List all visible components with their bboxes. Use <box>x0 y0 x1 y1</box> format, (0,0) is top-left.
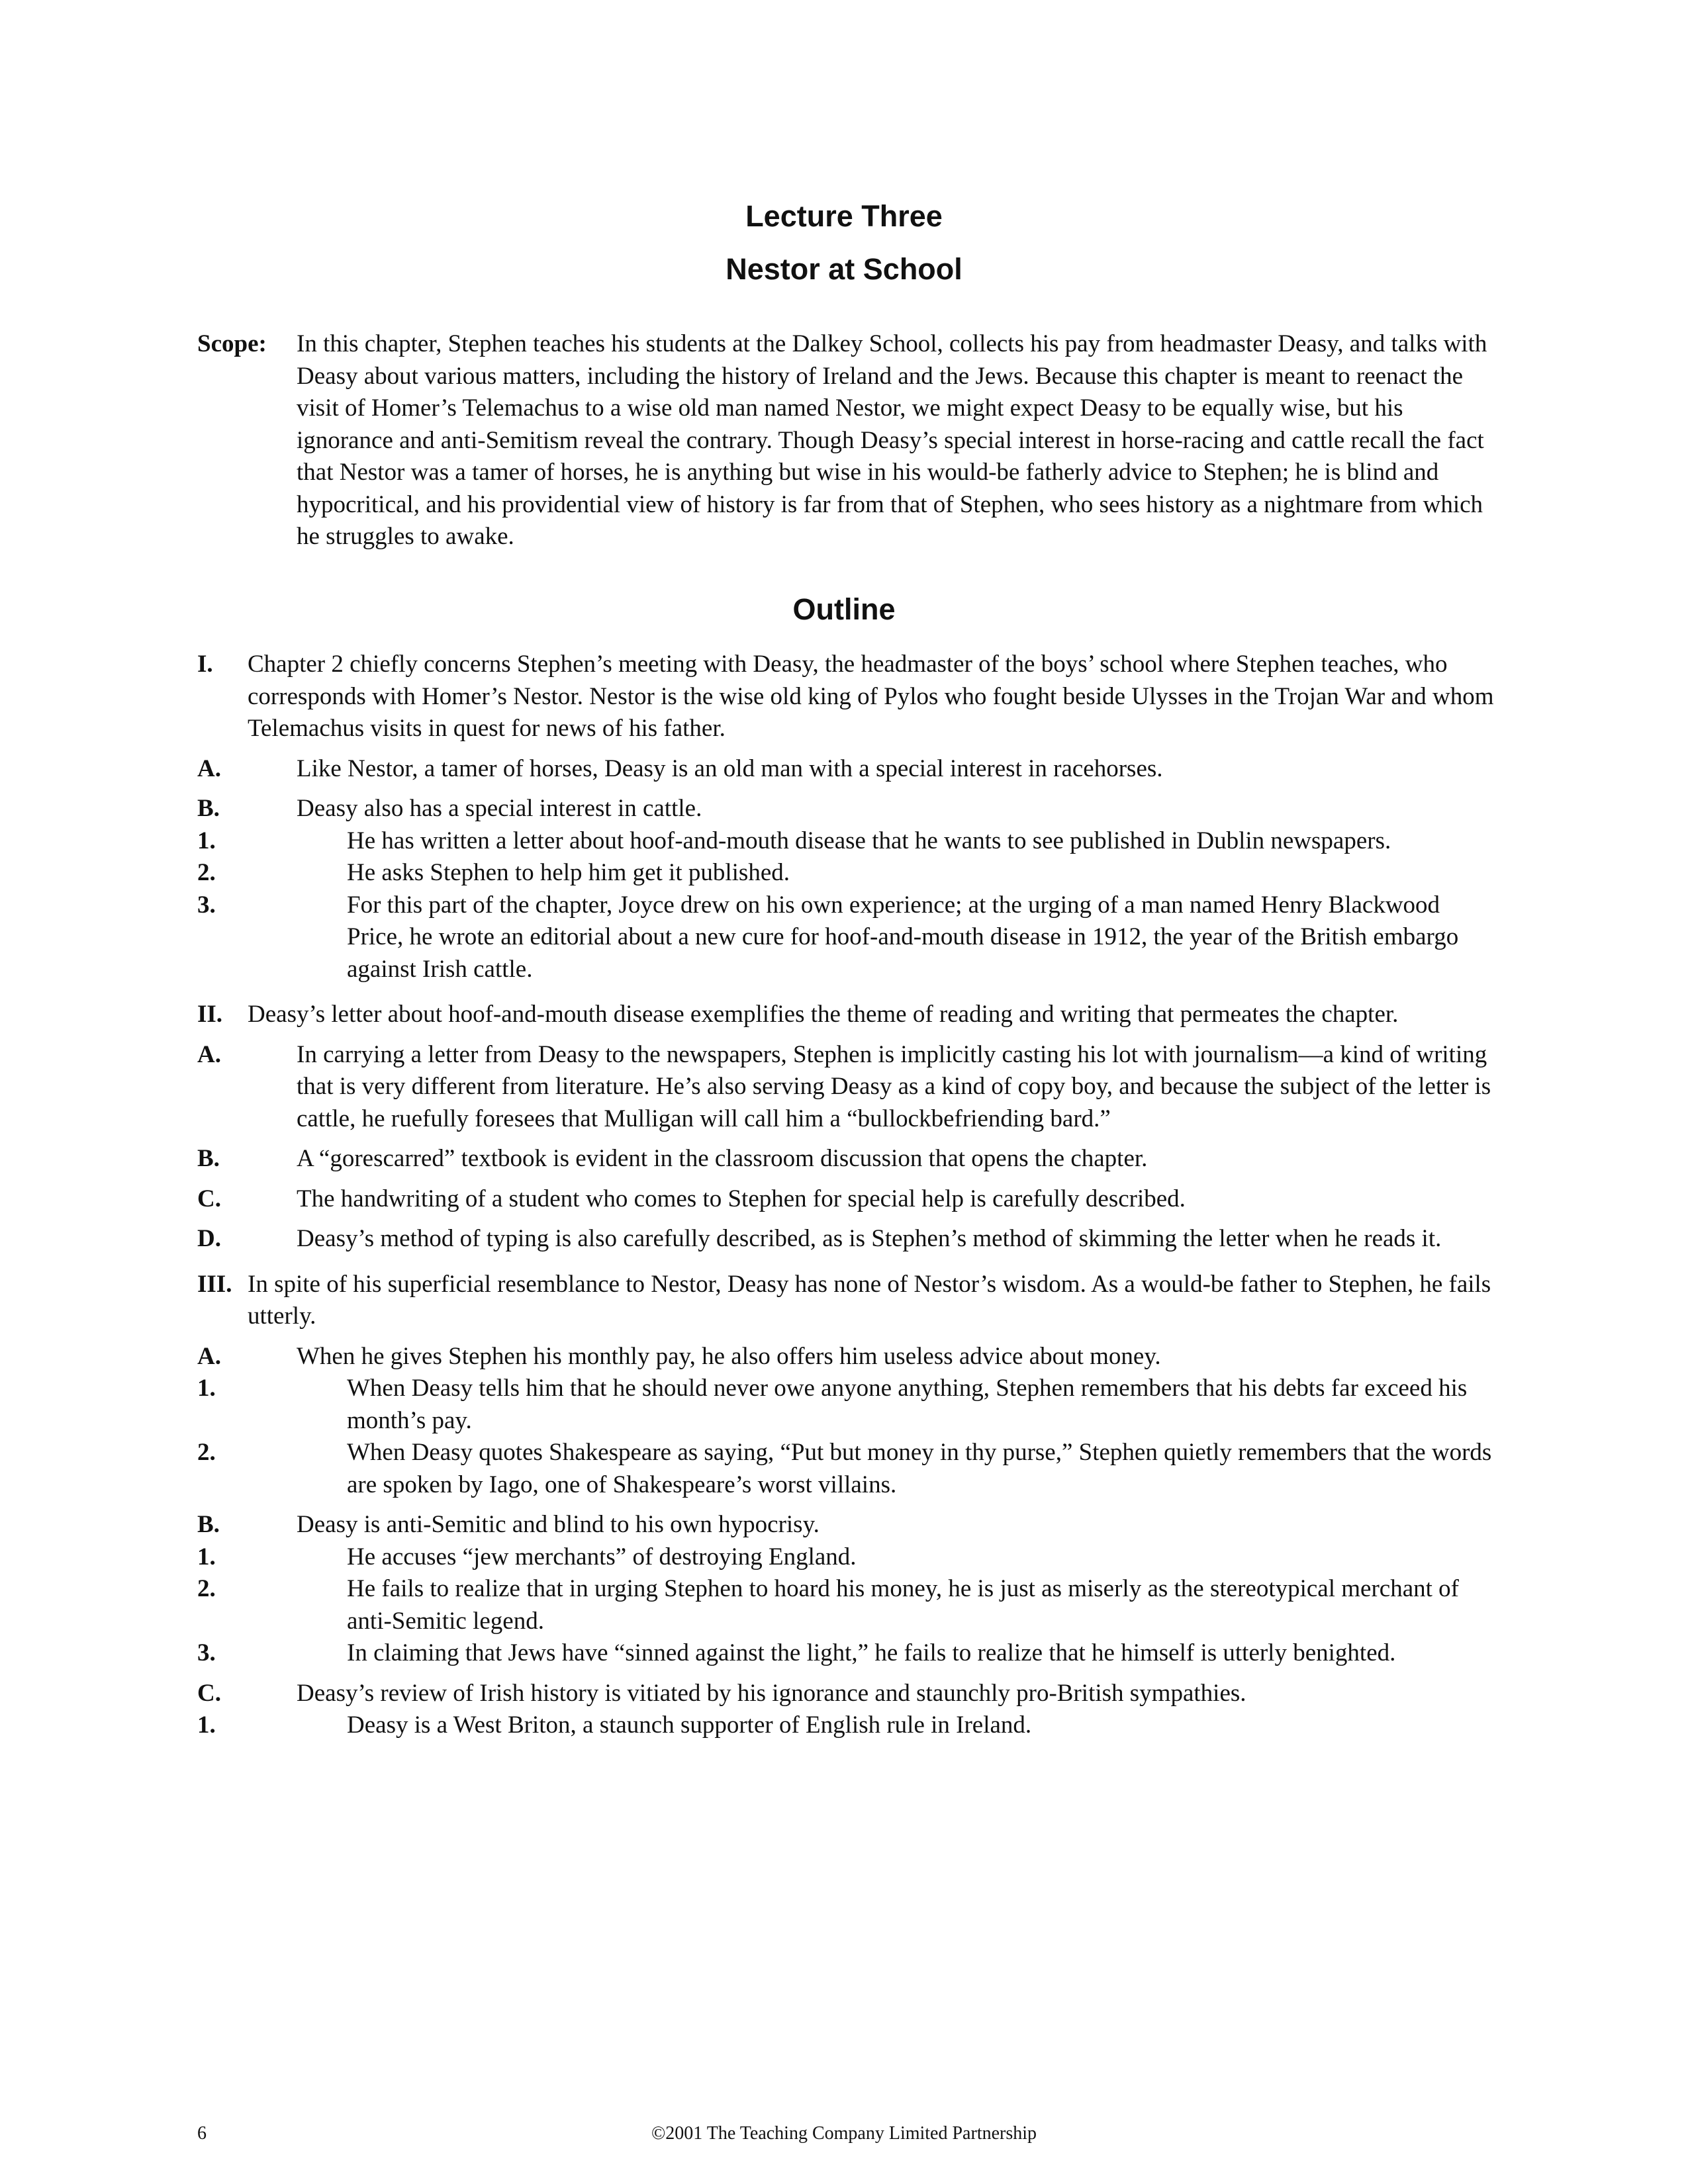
outline-detail-text: For this part of the chapter, Joyce drew on his own experience; at the urging of a man named Henry Blackwood Price, he wrote an editorial about a new cure for hoof-and-mouth disease in 1912, the year of the British embargo against Irish cattle. <box>347 891 1459 983</box>
outline-subpoint-label: C. <box>197 1679 221 1707</box>
outline-heading: Outline <box>792 592 896 626</box>
outline-subpoint-label: A. <box>197 754 221 782</box>
outline-subpoint <box>197 793 1495 825</box>
outline-subpoint <box>197 1509 1495 1541</box>
outline-detail-text: When Deasy tells him that he should never owe anyone anything, Stephen remembers that his debts far exceed his month’s pay. <box>347 1375 1468 1434</box>
scope-section <box>197 328 1495 553</box>
outline-subpoint <box>197 1039 1495 1136</box>
outline-section-label: III. <box>197 1270 232 1298</box>
outline-detail <box>197 1573 1495 1637</box>
outline-section-text: Chapter 2 chiefly concerns Stephen’s meeting with Deasy, the headmaster of the boys’ school where Stephen teaches, who corresponds with Homer’s Nestor. Nestor is the wise old king of Pylos who fought beside Ulysses in the Trojan War and whom Telemachus visits in quest for news of his father. <box>248 651 1494 742</box>
outline-section-text: In spite of his superficial resemblance to Nestor, Deasy has none of Nestor’s wisdom. As a would-be father to Stephen, he fails utterly. <box>248 1270 1491 1330</box>
outline-detail <box>197 1437 1495 1501</box>
outline-detail-text: He has written a letter about hoof-and-mouth disease that he wants to see published in Dublin newspapers. <box>347 827 1391 854</box>
outline-subpoint-label: B. <box>197 795 220 822</box>
outline-section <box>197 999 1495 1031</box>
outline-detail <box>197 1709 1495 1742</box>
outline-list <box>197 649 1495 1742</box>
outline-detail-label: 1. <box>197 1543 216 1570</box>
outline-subpoint-label: D. <box>197 1225 221 1252</box>
outline-subpoint-text: Deasy is anti-Semitic and blind to his own hypocrisy. <box>297 1511 820 1538</box>
copyright-notice: ©2001 The Teaching Company Limited Partnership <box>651 2123 1037 2144</box>
outline-detail-text: When Deasy quotes Shakespeare as saying, “Put but money in thy purse,” Stephen quietly remembers that the words are spoken by Iago, one of Shakespeare’s worst villains. <box>347 1439 1492 1498</box>
scope-text: In this chapter, Stephen teaches his students at the Dalkey School, collects his pay from headmaster Deasy, and talks with Deasy about various matters, including the history of Ireland and the Jews. Because this chapter is meant to reenact the visit of Homer’s Telemachus to a wise old man named Nestor, we might expect Deasy to be equally wise, but his ignorance and anti-Semitism reveal the contrary. Though Deasy’s special interest in horse-racing and cattle recall the fact that Nestor was a tamer of horses, he is anything but wise in his would-be fatherly advice to Stephen; he is blind and hypocritical, and his providential view of history is far from that of Stephen, who sees history as a nightmare from which he struggles to awake. <box>297 330 1487 550</box>
outline-subpoint <box>197 1678 1495 1710</box>
outline-detail-label: 3. <box>197 1639 216 1666</box>
outline-subpoint-label: A. <box>197 1342 221 1370</box>
outline-detail-label: 2. <box>197 1439 216 1466</box>
outline-detail-label: 1. <box>197 1711 216 1739</box>
outline-detail-label: 2. <box>197 859 216 886</box>
outline-subpoint <box>197 1223 1495 1255</box>
outline-subpoint-label: B. <box>197 1511 220 1538</box>
outline-subpoint-label: C. <box>197 1185 221 1212</box>
outline-subpoint-text: The handwriting of a student who comes to Stephen for special help is carefully described. <box>297 1185 1186 1212</box>
outline-detail <box>197 1373 1495 1437</box>
lecture-number: Lecture Three <box>745 199 943 233</box>
outline-detail <box>197 857 1495 889</box>
outline-subpoint <box>197 1143 1495 1175</box>
outline-detail-text: In claiming that Jews have “sinned against the light,” he fails to realize that he himself is utterly benighted. <box>347 1639 1396 1666</box>
outline-detail-label: 1. <box>197 1375 216 1402</box>
outline-subpoint-text: Deasy also has a special interest in cattle. <box>297 795 702 822</box>
lecture-title: Nestor at School <box>726 252 962 286</box>
outline-section <box>197 649 1495 745</box>
outline-subpoint-label: A. <box>197 1040 221 1068</box>
outline-detail <box>197 1541 1495 1574</box>
outline-section <box>197 1269 1495 1333</box>
outline-subpoint-text: Like Nestor, a tamer of horses, Deasy is an old man with a special interest in racehorses. <box>297 754 1163 782</box>
outline-subpoint-label: B. <box>197 1145 220 1172</box>
outline-subpoint-text: Deasy’s review of Irish history is vitiated by his ignorance and staunchly pro-British sympathies. <box>297 1679 1246 1707</box>
outline-detail-label: 1. <box>197 827 216 854</box>
outline-subpoint <box>197 1341 1495 1373</box>
outline-subpoint-text: Deasy’s method of typing is also carefully described, as is Stephen’s method of skimming the letter when he reads it. <box>297 1225 1442 1252</box>
outline-detail-text: Deasy is a West Briton, a staunch supporter of English rule in Ireland. <box>347 1711 1032 1739</box>
scope-label: Scope: <box>197 330 267 357</box>
outline-section-label: I. <box>197 651 213 678</box>
outline-detail-text: He fails to realize that in urging Stephen to hoard his money, he is just as miserly as the stereotypical merchant of anti-Semitic legend. <box>347 1575 1459 1635</box>
outline-section-text: Deasy’s letter about hoof-and-mouth disease exemplifies the theme of reading and writing that permeates the chapter. <box>248 1001 1399 1028</box>
outline-detail <box>197 825 1495 858</box>
outline-detail-text: He accuses “jew merchants” of destroying England. <box>347 1543 857 1570</box>
outline-subpoint-text: A “gorescarred” textbook is evident in the classroom discussion that opens the chapter. <box>297 1145 1148 1172</box>
outline-detail-text: He asks Stephen to help him get it published. <box>347 859 790 886</box>
outline-detail-label: 3. <box>197 891 216 919</box>
outline-subpoint <box>197 753 1495 786</box>
page-number: 6 <box>197 2123 207 2144</box>
outline-detail-label: 2. <box>197 1575 216 1602</box>
outline-detail <box>197 1637 1495 1670</box>
outline-subpoint-text: When he gives Stephen his monthly pay, he also offers him useless advice about money. <box>297 1342 1161 1370</box>
outline-subpoint <box>197 1183 1495 1216</box>
outline-detail <box>197 889 1495 986</box>
outline-section-label: II. <box>197 1001 223 1028</box>
outline-subpoint-text: In carrying a letter from Deasy to the newspapers, Stephen is implicitly casting his lot with journalism—a kind of writing that is very different from literature. He’s also serving Deasy as a kind of copy boy, and because the subject of the letter is cattle, he ruefully foresees that Mulligan will call him a “bullockbefriending bard.” <box>297 1040 1491 1132</box>
